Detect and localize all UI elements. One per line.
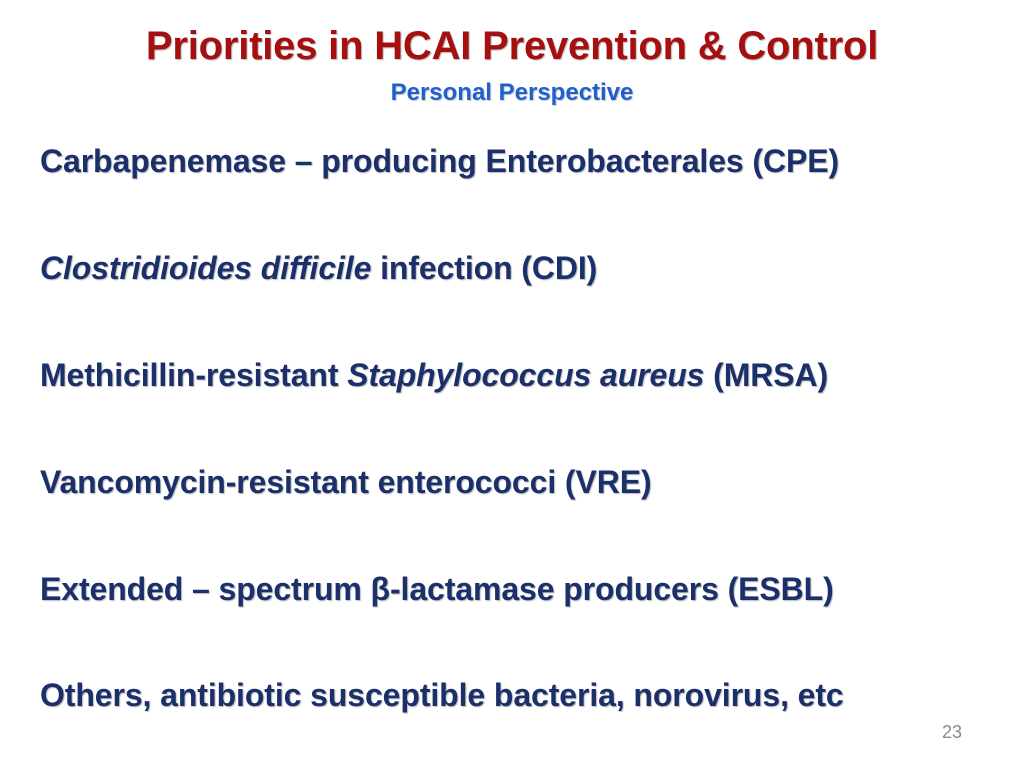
bullet-text-italic: Clostridioides difficile [40,250,372,286]
list-item [40,571,834,608]
slide-title: Priorities in HCAI Prevention & Control [145,24,879,68]
bullet-text: Vancomycin-resistant enterococci (VRE) [40,464,652,500]
bullet-text: Extended – spectrum β-lactamase producers (ESBL) [40,571,834,607]
bullet-text: (MRSA) [704,357,829,393]
slide-number: 23 [941,722,962,742]
bullet-text: Carbapenemase – producing Enterobacterales (CPE) [40,143,839,179]
slide-subtitle: Personal Perspective [390,79,634,106]
list-item [40,250,597,287]
list-item [40,677,844,714]
bullet-text: Methicillin-resistant [40,357,348,393]
list-item [40,143,839,180]
bullet-text: Others, antibiotic susceptible bacteria, norovirus, etc [40,677,844,713]
list-item [40,357,828,394]
bullet-text-italic: Staphylococcus aureus [347,357,705,393]
bullet-text: infection (CDI) [371,250,598,286]
list-item [40,464,652,501]
